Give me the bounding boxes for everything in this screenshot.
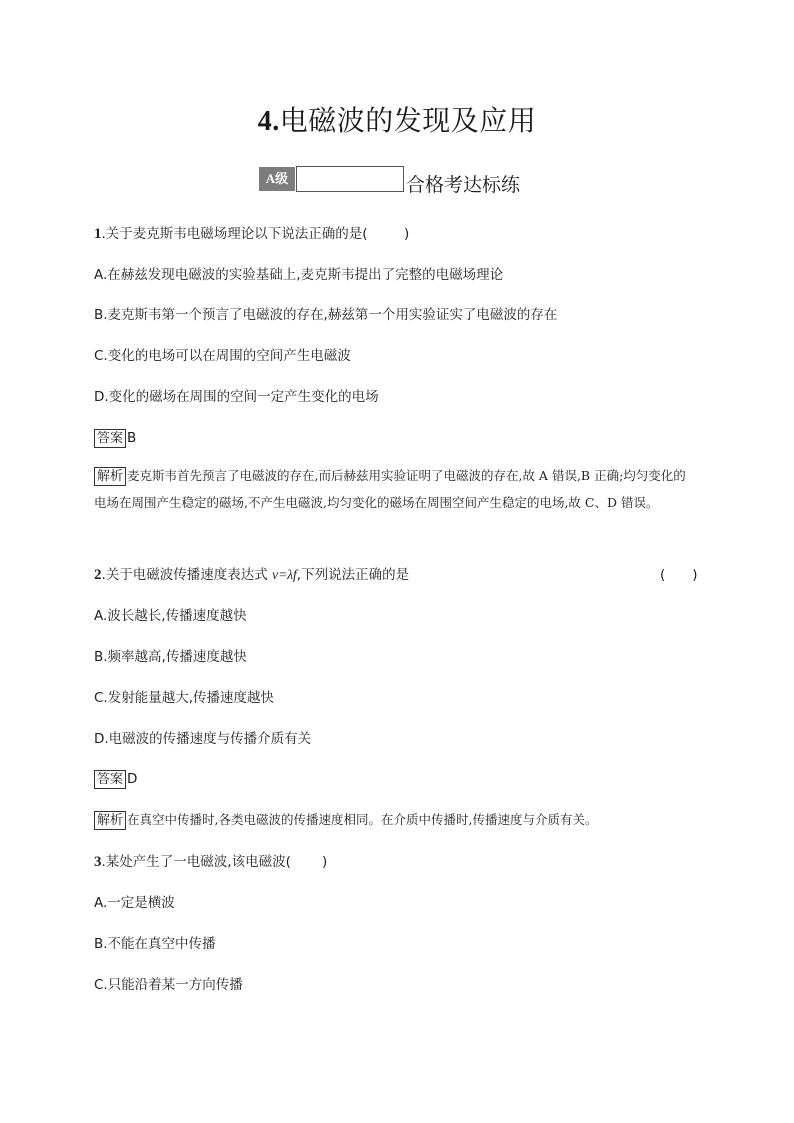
answer-paren: ( ) bbox=[660, 567, 698, 583]
level-label: 合格考达标练 bbox=[406, 174, 521, 196]
question-number: 3 bbox=[94, 854, 102, 870]
option: C.发射能量越大,传播速度越快 bbox=[94, 690, 275, 706]
title-text: 电磁波的发现及应用 bbox=[279, 104, 537, 137]
answer-tag: 答案 bbox=[94, 429, 126, 448]
explanation bbox=[94, 462, 694, 516]
page-title bbox=[0, 101, 794, 142]
question-stem bbox=[94, 852, 291, 872]
title-number: 4. bbox=[257, 106, 280, 137]
option: B.频率越高,传播速度越快 bbox=[94, 649, 247, 665]
question-text: .关于麦克斯韦电磁场理论以下说法正确的是( bbox=[101, 226, 368, 242]
level-badge: A级 bbox=[259, 167, 295, 191]
option: D.变化的磁场在周围的空间一定产生变化的电场 bbox=[94, 389, 379, 405]
question-number: 2 bbox=[94, 567, 102, 583]
explanation-text: 在真空中传播时,各类电磁波的传播速度相同。在介质中传播时,传播速度与介质有关。 bbox=[127, 812, 598, 827]
level-box bbox=[296, 166, 404, 192]
option: D.电磁波的传播速度与传播介质有关 bbox=[94, 731, 312, 747]
explanation-tag: 解析 bbox=[94, 811, 126, 830]
option: B.不能在真空中传播 bbox=[94, 936, 216, 952]
question-text: .某处产生了一电磁波,该电磁波( bbox=[101, 854, 291, 870]
option: C.变化的电场可以在周围的空间产生电磁波 bbox=[94, 348, 351, 364]
question-stem bbox=[94, 224, 368, 244]
question-text: ,下列说法正确的是 bbox=[296, 567, 410, 583]
explanation-text: 麦克斯韦首先预言了电磁波的存在,而后赫兹用实验证明了电磁波的存在,故 A 错误,B 正确;均匀变化的电场在周围产生稳定的磁场,不产生电磁波,均匀变化的磁场在周围空间产生稳定的电场,故 C、D 错误。 bbox=[94, 468, 686, 510]
question-stem bbox=[94, 565, 409, 585]
answer-tag: 答案 bbox=[94, 770, 126, 789]
explanation-tag: 解析 bbox=[94, 467, 126, 486]
answer-value: D bbox=[127, 771, 138, 787]
option: A.波长越长,传播速度越快 bbox=[94, 608, 247, 624]
answer-paren: ) bbox=[404, 226, 410, 242]
question-number: 1 bbox=[94, 226, 102, 242]
option: A.一定是横波 bbox=[94, 895, 175, 911]
answer-line bbox=[94, 428, 136, 448]
option: A.在赫兹发现电磁波的实验基础上,麦克斯韦提出了完整的电磁场理论 bbox=[94, 267, 504, 283]
formula: v=λf bbox=[272, 567, 297, 582]
question-text: .关于电磁波传播速度表达式 bbox=[101, 567, 273, 583]
answer-value: B bbox=[127, 430, 137, 446]
option: B.麦克斯韦第一个预言了电磁波的存在,赫兹第一个用实验证实了电磁波的存在 bbox=[94, 307, 558, 323]
explanation bbox=[94, 806, 694, 833]
option: C.只能沿着某一方向传播 bbox=[94, 977, 243, 993]
answer-line bbox=[94, 769, 137, 789]
answer-paren: ) bbox=[322, 854, 328, 870]
